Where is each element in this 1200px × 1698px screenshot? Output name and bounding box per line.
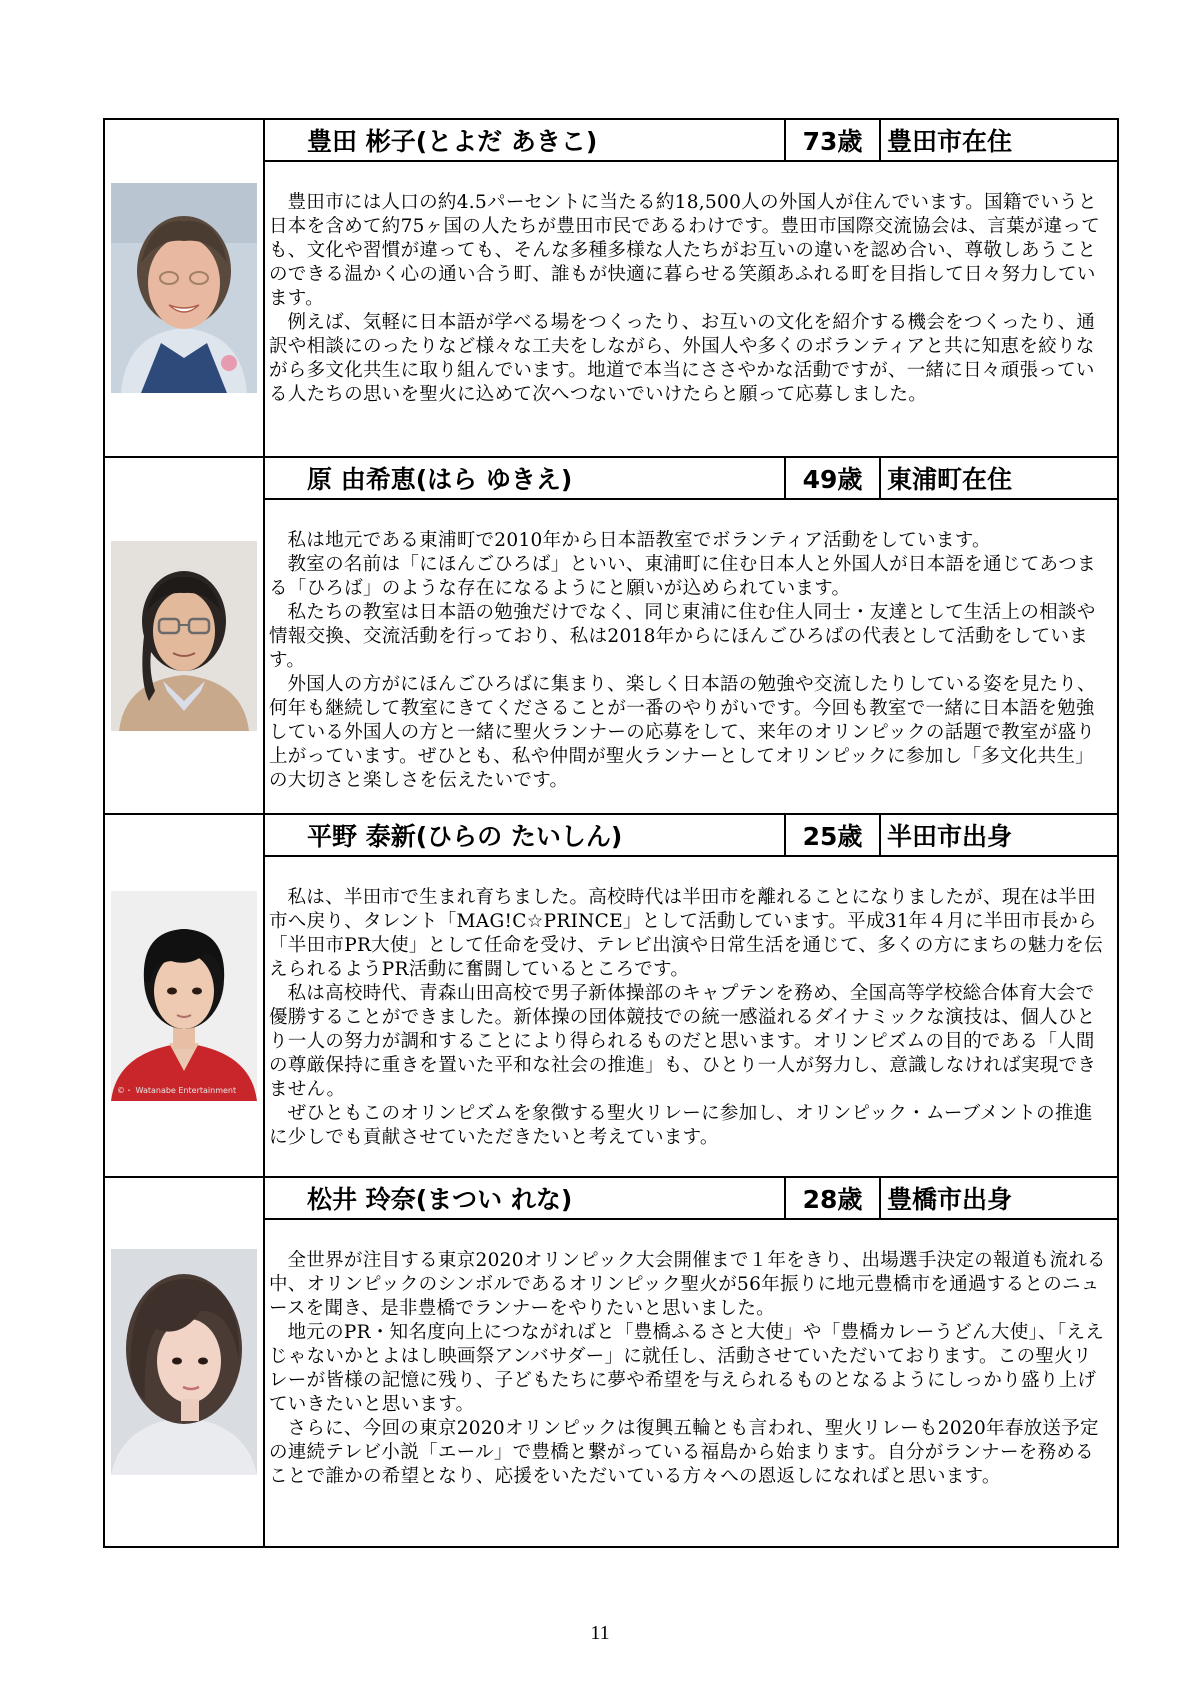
profile-entry: [105, 120, 1117, 456]
person-name: 原 由希恵(はら ゆきえ): [265, 458, 786, 498]
portrait-photo: [111, 183, 257, 393]
paragraph: 地元のPR・知名度向上につながればと「豊橋ふるさと大使」や「豊橋カレーうどん大使」、「ええじゃないかとよはし映画祭アンバサダー」に就任し、活動させていただいております。この聖火リレーが皆様の記憶に残り、子どもたちに夢や希望を与えられるものとなるようにしっかり盛り上げていきたいと思います。: [269, 1322, 1105, 1415]
person-hometown: 豊橋市出身: [887, 1185, 1013, 1214]
paragraph: 全世界が注目する東京2020オリンピック大会開催まで１年をきり、出場選手決定の報道も流れる中、オリンピックのシンボルであるオリンピック聖火が56年振りに地元豊橋市を通過するとのニュースを聞き、是非豊橋でランナーをやりたいと思いました。: [269, 1250, 1106, 1319]
paragraph: 外国人の方がにほんごひろばに集まり、楽しく日本語の勉強や交流したりしている姿を見たり、何年も継続して教室にきてくださることが一番のやりがいです。今回も教室で一緒に日本語を勉強している外国人の方と一緒に聖火ランナーの応募をして、来年のオリンピックの話題で教室が盛り上がっています。ぜひとも、私や仲間が聖火ランナーとしてオリンピックに参加し「多文化共生」の大切さと楽しさを伝えたいです。: [269, 674, 1096, 791]
photo-cell: [105, 815, 265, 1176]
page-number: 11: [590, 1622, 610, 1644]
photo-cell: [105, 458, 265, 813]
person-hometown: 半田市出身: [887, 822, 1013, 851]
profile-text: [265, 500, 1117, 813]
person-name: 松井 玲奈(まつい れな): [265, 1178, 786, 1218]
paragraph: 私は地元である東浦町で2010年から日本語教室でボランティア活動をしています。: [287, 530, 991, 551]
paragraph: ぜひともこのオリンピズムを象徴する聖火リレーに参加し、オリンピック・ムーブメントの推進に少しでも貢献させていただきたいと考えています。: [269, 1103, 1093, 1148]
paragraph: 豊田市には人口の約4.5パーセントに当たる約18,500人の外国人が住んでいます。国籍でいうと日本を含めて約75ヶ国の人たちが豊田市民であるわけです。豊田市国際交流協会は、言葉が違っても、文化や習慣が違っても、そんな多種多様な人たちがお互いの違いを認め合い、尊敬しあうことのできる温かく心の通い合う町、誰もが快適に暮らせる笑顔あふれる町を目指して日々努力しています。: [269, 192, 1101, 309]
profile-text: [265, 1220, 1117, 1546]
paragraph: 私は、半田市で生まれ育ちました。高校時代は半田市を離れることになりましたが、現在は半田市へ戻り、タレント「MAG!C☆PRINCE」として活動しています。平成31年４月に半田市長から「半田市PR大使」として任命を受け、テレビ出演や日常生活を通じて、多くの方にまちの魅力を伝えられるようPR活動に奮闘しているところです。: [269, 887, 1103, 980]
paragraph: さらに、今回の東京2020オリンピックは復興五輪とも言われ、聖火リレーも2020年春放送予定の連続テレビ小説「エール」で豊橋と繋がっている福島から始まります。自分がランナーを務めることで誰かの希望となり、応援をいただいている方々への恩返しになればと思います。: [269, 1418, 1099, 1487]
person-age: 49歳: [786, 458, 881, 498]
profile-text: [265, 162, 1117, 456]
photo-credit: ©・ Watanabe Entertainment: [117, 1085, 237, 1095]
profile-entry: [105, 1176, 1117, 1546]
photo-cell: [105, 120, 265, 456]
photo-cell: [105, 1178, 265, 1546]
profile-header: [265, 458, 1117, 500]
person-age: 73歳: [786, 120, 881, 160]
paragraph: 例えば、気軽に日本語が学べる場をつくったり、お互いの文化を紹介する機会をつくったり、通訳や相談にのったりなど様々な工夫をしながら、外国人や多くのボランティアと共に知恵を絞りながら多文化共生に取り組んでいます。地道で本当にささやかな活動ですが、一緒に日々頑張っている人たちの思いを聖火に込めて次へつないでいけたらと願って応募しました。: [269, 312, 1096, 405]
portrait-photo: [111, 1249, 257, 1475]
paragraph: 私は高校時代、青森山田高校で男子新体操部のキャプテンを務め、全国高等学校総合体育大会で優勝することができました。新体操の団体競技での統一感溢れるダイナミックな演技は、個人ひとり一人の努力が調和することにより得られるものだと思います。オリンピズムの目的である「人間の尊厳保持に重きを置いた平和な社会の推進」も、ひとり一人が努力し、意識しなければ実現できません。: [269, 983, 1097, 1100]
profile-entry: [105, 456, 1117, 813]
person-name: 豊田 彬子(とよだ あきこ): [265, 120, 786, 160]
person-residence: 豊田市在住: [887, 127, 1013, 156]
profile-header: [265, 120, 1117, 162]
portrait-photo: [111, 541, 257, 731]
profile-text: [265, 857, 1117, 1176]
portrait-photo: [111, 891, 257, 1101]
profile-header: [265, 1178, 1117, 1220]
paragraph: 私たちの教室は日本語の勉強だけでなく、同じ東浦に住む住人同士・友達として生活上の相談や情報交換、交流活動を行っており、私は2018年からにほんごひろばの代表として活動をしています。: [269, 602, 1096, 671]
person-age: 25歳: [786, 815, 881, 855]
profile-header: [265, 815, 1117, 857]
paragraph: 教室の名前は「にほんごひろば」といい、東浦町に住む日本人と外国人が日本語を通じてあつまる「ひろば」のような存在になるようにと願いが込められています。: [269, 554, 1096, 599]
person-age: 28歳: [786, 1178, 881, 1218]
person-name: 平野 泰新(ひらの たいしん): [265, 815, 786, 855]
profile-entry: [105, 813, 1117, 1176]
person-residence: 東浦町在住: [887, 465, 1013, 494]
profiles-table: [103, 118, 1119, 1548]
